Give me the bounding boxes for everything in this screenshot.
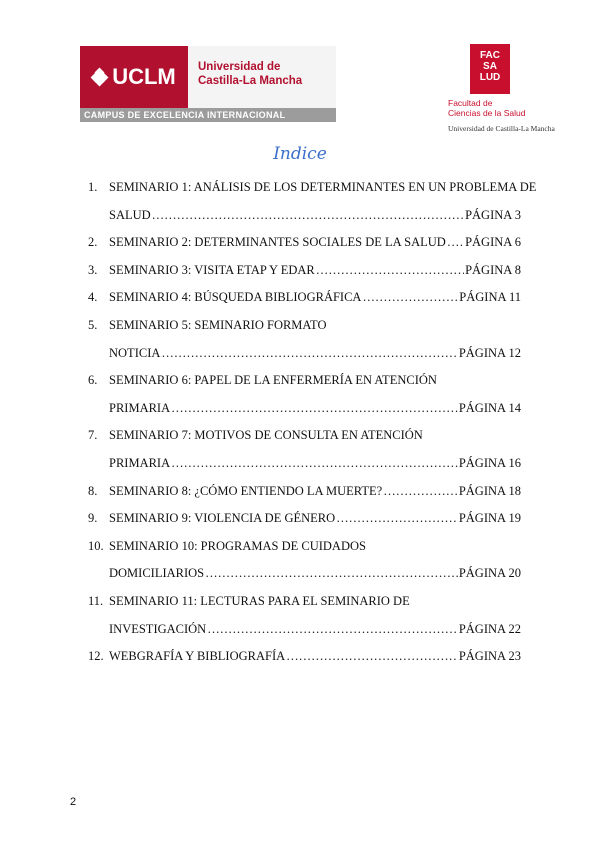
toc-entry[interactable] — [109, 344, 521, 362]
toc-entry-number: 7. — [88, 428, 98, 443]
toc-entry-title[interactable]: SEMINARIO 6: PAPEL DE LA ENFERMERÍA EN ATENCIÓN — [109, 373, 437, 388]
toc-entry-title: SEMINARIO 2: DETERMINANTES SOCIALES DE LA SALUD — [109, 235, 446, 250]
facultad-name-line2: Ciencias de la Salud — [448, 108, 526, 118]
toc-entry[interactable] — [109, 399, 521, 417]
toc-dot-leader — [286, 647, 458, 665]
toc-dot-leader — [171, 399, 458, 417]
facultad-logo — [448, 44, 555, 136]
toc-entry-title: SEMINARIO 9: VIOLENCIA DE GÉNERO — [109, 511, 336, 526]
toc-dot-leader — [336, 509, 458, 527]
toc-entry-page: PÁGINA 6 — [465, 235, 521, 250]
toc-entry[interactable] — [109, 288, 521, 306]
toc-entry-title-continuation: INVESTIGACIÓN — [109, 621, 207, 636]
toc-entry-title[interactable]: SEMINARIO 7: MOTIVOS DE CONSULTA EN ATENCIÓN — [109, 428, 423, 443]
toc-entry-number: 1. — [88, 180, 98, 194]
toc-entry-title: SEMINARIO 8: ¿CÓMO ENTIENDO LA MUERTE? — [109, 483, 383, 498]
toc-entry-title[interactable]: SEMINARIO 11: LECTURAS PARA EL SEMINARIO DE — [109, 594, 410, 608]
uclm-logo-mark — [80, 46, 188, 108]
toc-dot-leader — [207, 620, 458, 638]
toc-dot-leader — [205, 564, 458, 582]
toc-entry-page: PÁGINA 19 — [458, 511, 521, 526]
uclm-wordmark: UCLM — [112, 64, 176, 89]
toc-dot-leader — [171, 454, 458, 472]
toc-entry[interactable] — [109, 482, 521, 500]
toc-entry[interactable] — [109, 647, 521, 665]
toc-entry-number: 5. — [88, 318, 98, 332]
toc-entry-number: 11. — [88, 594, 104, 608]
toc-entry-title-continuation: PRIMARIA — [109, 456, 171, 470]
toc-entry-title-continuation: DOMICILIARIOS — [109, 566, 205, 581]
toc-entry-title: SEMINARIO 3: VISITA ETAP Y EDAR — [109, 262, 315, 277]
toc-entry-page: PÁGINA 16 — [458, 456, 521, 470]
toc-entry-title-continuation: NOTICIA — [109, 345, 161, 360]
toc-dot-leader — [161, 344, 457, 362]
facultad-name-line1: Facultad de — [448, 98, 493, 108]
uclm-logo — [80, 46, 336, 122]
toc-entry-page: PÁGINA 23 — [458, 649, 521, 664]
facultad-mark-line1: FAC — [480, 50, 500, 61]
toc-entry-number: 3. — [88, 262, 98, 277]
toc-entry-title[interactable]: SEMINARIO 10: PROGRAMAS DE CUIDADOS — [109, 538, 366, 553]
toc-entry-page: PÁGINA 14 — [458, 400, 521, 415]
facultad-mark-line2: SA — [483, 61, 497, 72]
uclm-name-line1: Universidad de — [198, 61, 281, 73]
toc-entry[interactable] — [109, 509, 521, 527]
toc-entry[interactable] — [109, 454, 521, 472]
toc-dot-leader — [362, 288, 458, 306]
facultad-logo-mark — [470, 44, 510, 94]
toc-entry-number: 10. — [88, 538, 104, 553]
toc-entry-title: SEMINARIO 4: BÚSQUEDA BIBLIOGRÁFICA — [109, 290, 362, 305]
page-title: Indice — [273, 144, 327, 164]
toc-entry-page: PÁGINA 11 — [459, 290, 521, 305]
toc-entry-number: 4. — [88, 290, 98, 305]
toc-entry-number: 8. — [88, 483, 98, 498]
toc-entry-page: PÁGINA 22 — [458, 621, 521, 636]
toc-entry-number: 2. — [88, 235, 98, 250]
toc-entry-title[interactable]: SEMINARIO 5: SEMINARIO FORMATO — [109, 318, 327, 332]
toc-entry[interactable] — [109, 261, 521, 279]
toc-entry-page: PÁGINA 18 — [458, 483, 521, 498]
toc-entry-page: PÁGINA 20 — [458, 566, 521, 581]
uclm-name-line2: Castilla-La Mancha — [198, 75, 303, 87]
facultad-name — [448, 98, 548, 118]
toc-dot-leader — [316, 261, 464, 279]
facultad-mark-line3: LUD — [479, 72, 501, 83]
toc-dot-leader — [383, 482, 458, 500]
toc-entry-page: PÁGINA 3 — [465, 207, 521, 222]
toc-entry-number: 9. — [88, 511, 98, 526]
toc-entry-number: 12. — [88, 649, 104, 664]
toc-dot-leader — [152, 206, 464, 224]
page-number: 2 — [70, 796, 77, 808]
uclm-diamond-icon — [92, 69, 108, 85]
toc-entry-number: 6. — [88, 373, 98, 388]
toc-entry[interactable] — [109, 620, 521, 638]
facultad-university-subtitle: Universidad de Castilla-La Mancha — [448, 124, 555, 133]
toc-entry[interactable] — [109, 233, 521, 251]
toc-dot-leader — [447, 233, 464, 251]
toc-entry-title[interactable]: SEMINARIO 1: ANÁLISIS DE LOS DETERMINANTES EN UN PROBLEMA DE — [109, 180, 537, 194]
toc-entry[interactable] — [109, 206, 521, 224]
toc-entry-page: PÁGINA 12 — [458, 345, 521, 360]
uclm-university-name — [198, 60, 302, 88]
toc-entry-title-continuation: SALUD — [109, 207, 151, 222]
toc-entry-title-continuation: PRIMARIA — [109, 400, 171, 415]
toc-entry[interactable] — [109, 564, 521, 582]
toc-entry-title: WEBGRAFÍA Y BIBLIOGRAFÍA — [109, 649, 286, 664]
toc-entry-page: PÁGINA 8 — [465, 262, 521, 277]
uclm-campus-banner: CAMPUS DE EXCELENCIA INTERNACIONAL — [80, 108, 336, 122]
